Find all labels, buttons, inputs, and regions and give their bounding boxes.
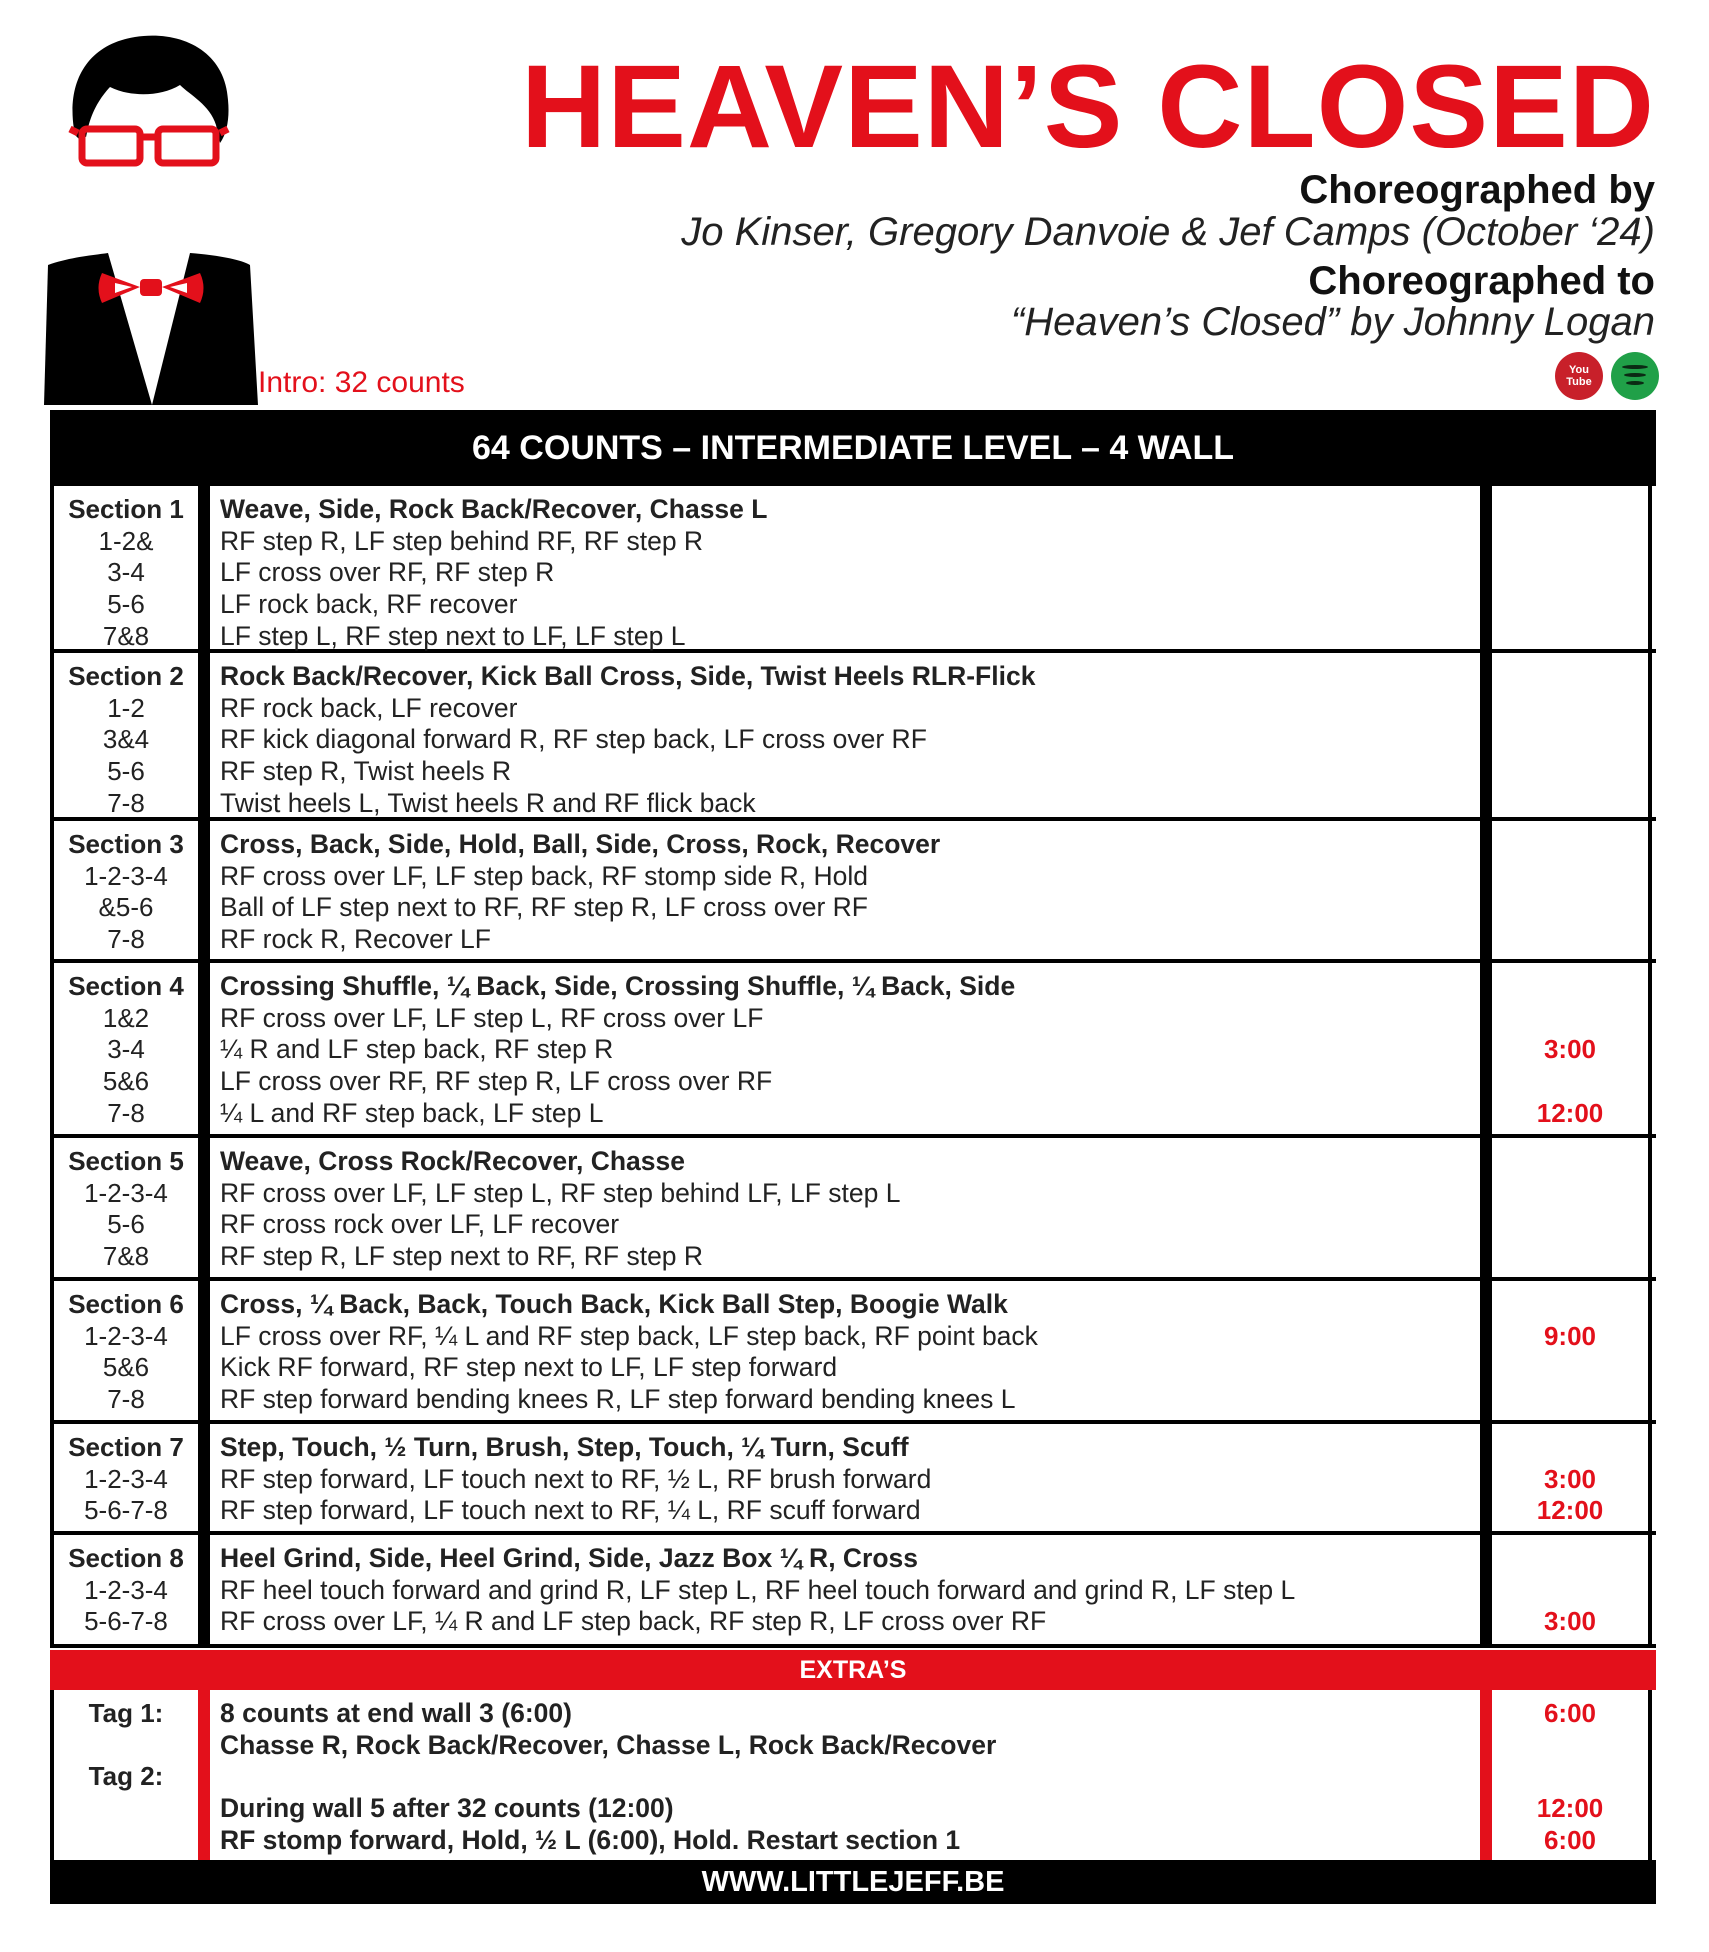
step-description: Twist heels L, Twist heels R and RF flick back [220, 787, 756, 818]
step-description: Kick RF forward, RF step next to LF, LF step forward [220, 1352, 838, 1383]
wall-direction [1492, 821, 1652, 959]
count-cell: 1-2-3-4 [84, 860, 168, 891]
count-cell: 1&2 [102, 1002, 150, 1033]
section-title: Weave, Cross Rock/Recover, Chasse [220, 1146, 685, 1176]
section-row [50, 963, 1656, 1138]
count-cell: 7&8 [102, 1241, 150, 1272]
wall-cell: 12:00 [1536, 1495, 1604, 1526]
step-description: RF step R, LF step behind RF, RF step R [220, 525, 704, 556]
wall-cell [1492, 526, 1648, 558]
step-description: LF rock back, RF recover [220, 589, 518, 620]
tag1-wall: 6:00 [1543, 1698, 1597, 1728]
section-steps [210, 1535, 1480, 1644]
section-title: Cross, ¼ Back, Back, Touch Back, Kick Ball Step, Boogie Walk [220, 1289, 1008, 1319]
youtube-icon-text-1: You [1569, 364, 1589, 376]
section-title: Heel Grind, Side, Heel Grind, Side, Jazz Box ¼ R, Cross [220, 1543, 919, 1573]
tag1-line1: 8 counts at end wall 3 (6:00) [220, 1698, 572, 1728]
wall-cell [1492, 693, 1648, 725]
wall-direction [1492, 1424, 1652, 1531]
step-description: RF step forward bending knees R, LF step forward bending knees L [220, 1384, 1016, 1415]
count-cell: 1-2-3-4 [84, 1463, 168, 1494]
column-divider [198, 821, 210, 959]
count-cell: 7-8 [107, 1384, 145, 1415]
count-cell: 3-4 [107, 1034, 145, 1065]
step-description: RF cross over LF, LF step L, RF step behind LF, LF step L [220, 1177, 901, 1208]
section-counts [50, 821, 198, 959]
extras-left-divider [198, 1690, 210, 1860]
step-description: Ball of LF step next to RF, RF step R, LF cross over RF [220, 892, 868, 923]
section-counts [50, 486, 198, 649]
wall-cell: 3:00 [1543, 1606, 1597, 1637]
column-divider [1480, 963, 1492, 1134]
wall-cell [1492, 621, 1648, 653]
section-steps [210, 1281, 1480, 1420]
section-counts [50, 963, 198, 1134]
section-steps [210, 821, 1480, 959]
step-description: LF cross over RF, ¼ L and RF step back, LF step back, RF point back [220, 1320, 1038, 1351]
wall-cell [1492, 1575, 1648, 1607]
wall-cell [1492, 1003, 1648, 1035]
section-title: Step, Touch, ½ Turn, Brush, Step, Touch, ¼ Turn, Scuff [220, 1432, 909, 1462]
count-cell: 5&6 [102, 1352, 150, 1383]
wall-cell [1492, 1384, 1648, 1416]
count-cell: 7-8 [107, 924, 145, 955]
step-description: RF kick diagonal forward R, RF step back, LF cross over RF [220, 724, 927, 755]
tag1-label: Tag 1: [88, 1698, 164, 1728]
website-footer[interactable]: WWW.LITTLEJEFF.BE [50, 1860, 1656, 1904]
youtube-icon-text-2: Tube [1566, 376, 1592, 388]
section-name: Section 8 [68, 1543, 184, 1573]
count-cell: 5&6 [102, 1066, 150, 1097]
step-description: RF step forward, LF touch next to RF, ½ L, RF brush forward [220, 1463, 932, 1494]
section-steps [210, 653, 1480, 817]
step-description: RF step R, Twist heels R [220, 756, 512, 787]
column-divider [1480, 821, 1492, 959]
column-divider [1480, 486, 1492, 649]
column-divider [198, 486, 210, 649]
wall-cell [1492, 971, 1648, 1003]
wall-direction [1492, 963, 1652, 1134]
count-cell: 1-2-3-4 [84, 1320, 168, 1351]
count-cell: 5-6-7-8 [84, 1495, 168, 1526]
wall-cell [1492, 589, 1648, 621]
mascot-illustration [40, 25, 260, 415]
tag2-label: Tag 2: [88, 1761, 164, 1792]
section-row [50, 653, 1656, 821]
spotify-icon[interactable] [1611, 352, 1659, 400]
page-title: HEAVEN’S CLOSED [521, 41, 1655, 173]
section-title: Cross, Back, Side, Hold, Ball, Side, Cross, Rock, Recover [220, 829, 941, 859]
section-name: Section 6 [68, 1289, 184, 1319]
tag2-wall: 12:00 [1536, 1793, 1604, 1824]
section-name: Section 1 [68, 494, 184, 524]
count-cell: 1-2 [107, 692, 145, 723]
section-row [50, 1138, 1656, 1281]
tag-labels [50, 1690, 198, 1860]
step-description: RF cross over LF, LF step back, RF stomp side R, Hold [220, 860, 868, 891]
section-row [50, 821, 1656, 963]
count-cell: 7-8 [107, 1097, 145, 1128]
wall-cell [1492, 1209, 1648, 1241]
section-counts [50, 1281, 198, 1420]
step-description: RF cross over LF, ¼ R and LF step back, RF step R, LF cross over RF [220, 1606, 1047, 1637]
wall-cell [1492, 661, 1648, 693]
wall-direction [1492, 653, 1652, 817]
step-description: LF cross over RF, RF step R, LF cross over RF [220, 1066, 773, 1097]
wall-cell [1492, 924, 1648, 956]
wall-cell [1492, 861, 1648, 893]
section-row [50, 486, 1656, 653]
step-description: RF rock back, LF recover [220, 692, 518, 723]
section-counts [50, 1138, 198, 1277]
count-cell: 5-6-7-8 [84, 1606, 168, 1637]
count-cell: 5-6 [107, 756, 145, 787]
section-title: Rock Back/Recover, Kick Ball Cross, Side, Twist Heels RLR-Flick [220, 661, 1036, 691]
step-description: RF cross rock over LF, LF recover [220, 1209, 620, 1240]
youtube-icon[interactable] [1555, 352, 1603, 400]
wall-cell [1492, 724, 1648, 756]
section-steps [210, 1138, 1480, 1277]
wall-cell [1492, 494, 1648, 526]
section-counts [50, 1535, 198, 1644]
wall-cell [1492, 892, 1648, 924]
count-cell: 5-6 [107, 1209, 145, 1240]
count-cell: 1-2& [98, 525, 154, 556]
count-cell: 5-6 [107, 589, 145, 620]
step-description: ¼ L and RF step back, LF step L [220, 1097, 604, 1128]
wall-cell [1492, 1352, 1648, 1384]
column-divider [198, 1138, 210, 1277]
count-cell: &5-6 [98, 892, 154, 923]
wall-cell [1492, 1066, 1648, 1098]
wall-cell [1492, 1241, 1648, 1273]
step-description: RF step forward, LF touch next to RF, ¼ L, RF scuff forward [220, 1495, 921, 1526]
column-divider [198, 1535, 210, 1644]
wall-cell [1492, 1178, 1648, 1210]
step-description: RF cross over LF, LF step L, RF cross over LF [220, 1002, 764, 1033]
wall-cell: 3:00 [1543, 1034, 1597, 1065]
section-row [50, 1535, 1656, 1648]
column-divider [198, 1281, 210, 1420]
column-divider [1480, 653, 1492, 817]
wall-cell: 9:00 [1543, 1320, 1597, 1351]
section-name: Section 5 [68, 1146, 184, 1176]
column-divider [1480, 1281, 1492, 1420]
section-steps [210, 1424, 1480, 1531]
count-cell: 3&4 [102, 724, 150, 755]
section-counts [50, 1424, 198, 1531]
section-name: Section 2 [68, 661, 184, 691]
wall-direction [1492, 1138, 1652, 1277]
choreographed-by-label: Choreographed by [1299, 168, 1655, 212]
column-divider [1480, 1424, 1492, 1531]
step-description: LF cross over RF, RF step R [220, 557, 555, 588]
section-steps [210, 963, 1480, 1134]
step-description: LF step L, RF step next to LF, LF step L [220, 620, 686, 651]
extras-heading: EXTRA’S [50, 1650, 1656, 1690]
tag2-restart-wall: 6:00 [1543, 1824, 1597, 1855]
extras-right-divider [1480, 1690, 1492, 1860]
count-cell: 1-2-3-4 [84, 1574, 168, 1605]
wall-cell [1492, 829, 1648, 861]
step-description: ¼ R and LF step back, RF step R [220, 1034, 614, 1065]
wall-direction [1492, 1281, 1652, 1420]
tag-walls [1492, 1690, 1652, 1860]
section-name: Section 4 [68, 971, 184, 1001]
vest-icon [44, 253, 258, 405]
wall-cell [1492, 557, 1648, 589]
level-banner: 64 COUNTS – INTERMEDIATE LEVEL – 4 WALL [50, 410, 1656, 486]
column-divider [198, 963, 210, 1134]
tag2-line2: RF stomp forward, Hold, ½ L (6:00), Hold. Restart section 1 [220, 1824, 961, 1855]
tag2-line1: During wall 5 after 32 counts (12:00) [220, 1793, 674, 1824]
wall-cell [1492, 1289, 1648, 1321]
column-divider [1480, 1535, 1492, 1644]
count-cell: 7-8 [107, 787, 145, 818]
wall-cell: 12:00 [1536, 1097, 1604, 1128]
step-description: RF heel touch forward and grind R, LF step L, RF heel touch forward and grind R, LF step L [220, 1574, 1296, 1605]
section-steps [210, 486, 1480, 649]
wall-cell [1492, 1432, 1648, 1464]
section-row [50, 1424, 1656, 1535]
tag-descriptions [210, 1690, 1480, 1860]
wall-cell [1492, 788, 1648, 820]
choreographers: Jo Kinser, Gregory Danvoie & Jef Camps (October ‘24) [681, 210, 1655, 254]
step-description: RF step R, LF step next to RF, RF step R [220, 1241, 704, 1272]
wall-direction [1492, 486, 1652, 649]
choreographed-to-label: Choreographed to [1308, 259, 1655, 303]
wall-cell [1492, 1543, 1648, 1575]
column-divider [198, 1424, 210, 1531]
section-title: Weave, Side, Rock Back/Recover, Chasse L [220, 494, 768, 524]
step-description: RF rock R, Recover LF [220, 924, 491, 955]
step-sheet-table [50, 486, 1656, 1648]
count-cell: 7&8 [102, 620, 150, 651]
wall-cell [1492, 1146, 1648, 1178]
count-cell: 1-2-3-4 [84, 1177, 168, 1208]
column-divider [198, 653, 210, 817]
tag1-line2: Chasse R, Rock Back/Recover, Chasse L, Rock Back/Recover [220, 1729, 997, 1760]
count-cell: 3-4 [107, 557, 145, 588]
wall-cell: 3:00 [1543, 1463, 1597, 1494]
section-row [50, 1281, 1656, 1424]
section-name: Section 7 [68, 1432, 184, 1462]
wall-direction [1492, 1535, 1652, 1644]
wall-cell [1492, 756, 1648, 788]
section-counts [50, 653, 198, 817]
extras-row [50, 1690, 1656, 1860]
song-credit: “Heaven’s Closed” by Johnny Logan [1010, 300, 1655, 344]
intro-counts: Intro: 32 counts [258, 366, 465, 399]
section-name: Section 3 [68, 829, 184, 859]
column-divider [1480, 1138, 1492, 1277]
section-title: Crossing Shuffle, ¼ Back, Side, Crossing Shuffle, ¼ Back, Side [220, 971, 1016, 1001]
